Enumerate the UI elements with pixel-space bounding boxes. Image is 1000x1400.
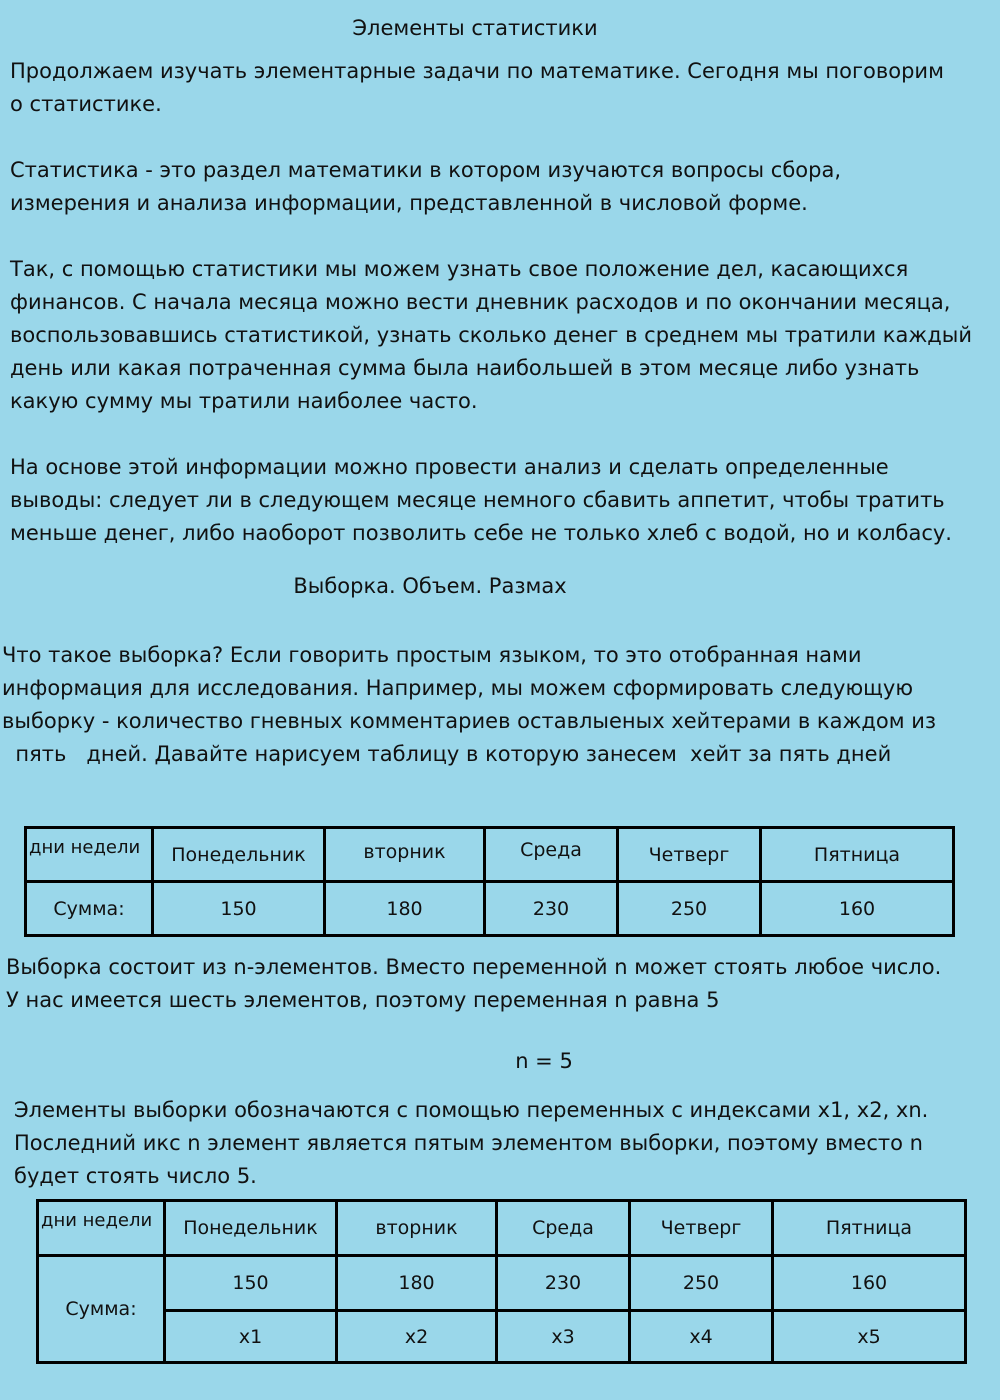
formula: n = 5 bbox=[515, 1049, 573, 1073]
analysis-paragraph bbox=[10, 451, 952, 550]
section-subtitle: Выборка. Объем. Размах bbox=[293, 574, 567, 598]
index-cell: x4 bbox=[630, 1311, 773, 1363]
definition-paragraph bbox=[10, 154, 841, 220]
index-cell: x3 bbox=[497, 1311, 630, 1363]
value-cell: 250 bbox=[618, 882, 761, 936]
text-line: На основе этой информации можно провести анализ и сделать определенные bbox=[10, 455, 889, 479]
sample-intro-paragraph bbox=[2, 639, 936, 771]
text-line: Выборка состоит из n-элементов. Вместо переменной n может стоять любое число. bbox=[6, 955, 942, 979]
day-cell: Понедельник bbox=[165, 1201, 337, 1256]
finance-paragraph bbox=[10, 253, 972, 418]
text-line: выводы: следует ли в следующем месяце немного сбавить аппетит, чтобы тратить bbox=[10, 488, 945, 512]
text-line: какую сумму мы тратили наиболее часто. bbox=[10, 389, 478, 413]
value-cell: 230 bbox=[485, 882, 618, 936]
text-line: информация для исследования. Например, мы можем сформировать следующую bbox=[2, 676, 914, 700]
index-cell: x1 bbox=[165, 1311, 337, 1363]
day-cell: Среда bbox=[497, 1201, 630, 1256]
text-line: день или какая потраченная сумма была наибольшей в этом месяце либо узнать bbox=[10, 356, 920, 380]
text-line: Продолжаем изучать элементарные задачи по математике. Сегодня мы поговорим bbox=[10, 59, 944, 83]
day-cell: Пятница bbox=[761, 828, 954, 882]
text-line: Так, с помощью статистики мы можем узнать свое положение дел, касающихся bbox=[10, 257, 909, 281]
text-line: меньше денег, либо наоборот позволить себе не только хлеб с водой, но и колбасу. bbox=[10, 521, 952, 545]
day-cell: Понедельник bbox=[153, 828, 325, 882]
text-line: о статистике. bbox=[10, 92, 162, 116]
row-header-sum: Сумма: bbox=[26, 882, 153, 936]
text-line: Что такое выборка? Если говорить простым языком, то это отобранная нами bbox=[2, 643, 862, 667]
day-cell: Среда bbox=[485, 828, 618, 882]
row-header-sum: Сумма: bbox=[38, 1256, 165, 1363]
text-line: финансов. С начала месяца можно вести дневник расходов и по окончании месяца, bbox=[10, 290, 951, 314]
text-line: выборку - количество гневных комментариев оставлыеных хейтерами в каждом из bbox=[2, 709, 937, 733]
text-line: У нас имеется шесть элементов, поэтому переменная n равна 5 bbox=[6, 988, 720, 1012]
value-cell: 160 bbox=[773, 1256, 966, 1311]
row-header-days: дни недели bbox=[38, 1201, 165, 1256]
day-cell: вторник bbox=[337, 1201, 497, 1256]
text-line: будет стоять число 5. bbox=[14, 1164, 257, 1188]
index-cell: x2 bbox=[337, 1311, 497, 1363]
value-cell: 180 bbox=[325, 882, 485, 936]
row-header-days: дни недели bbox=[26, 828, 153, 882]
text-line: Элементы выборки обозначаются с помощью переменных с индексами x1, x2, xn. bbox=[14, 1098, 929, 1122]
text-line: измерения и анализа информации, представленной в числовой форме. bbox=[10, 191, 808, 215]
text-line: воспользовавшись статистикой, узнать сколько денег в среднем мы тратили каждый bbox=[10, 323, 973, 347]
day-cell: вторник bbox=[325, 828, 485, 882]
day-cell: Пятница bbox=[773, 1201, 966, 1256]
day-cell: Четверг bbox=[630, 1201, 773, 1256]
index-cell: x5 bbox=[773, 1311, 966, 1363]
value-cell: 230 bbox=[497, 1256, 630, 1311]
text-line: Статистика - это раздел математики в котором изучаются вопросы сбора, bbox=[10, 158, 841, 182]
page-title: Элементы статистики bbox=[352, 16, 598, 40]
value-cell: 180 bbox=[337, 1256, 497, 1311]
value-cell: 160 bbox=[761, 882, 954, 936]
indexed-sample-table bbox=[36, 1199, 967, 1364]
intro-paragraph bbox=[10, 55, 944, 121]
value-cell: 150 bbox=[165, 1256, 337, 1311]
sample-size-paragraph bbox=[6, 951, 941, 1017]
text-line: пять дней. Давайте нарисуем таблицу в которую занесем хейт за пять дней bbox=[2, 742, 892, 766]
value-cell: 150 bbox=[153, 882, 325, 936]
text-line: Последний икс n элемент является пятым элементом выборки, поэтому вместо n bbox=[14, 1131, 923, 1155]
value-cell: 250 bbox=[630, 1256, 773, 1311]
sample-table bbox=[24, 826, 955, 937]
day-cell: Четверг bbox=[618, 828, 761, 882]
elements-paragraph bbox=[14, 1094, 928, 1193]
